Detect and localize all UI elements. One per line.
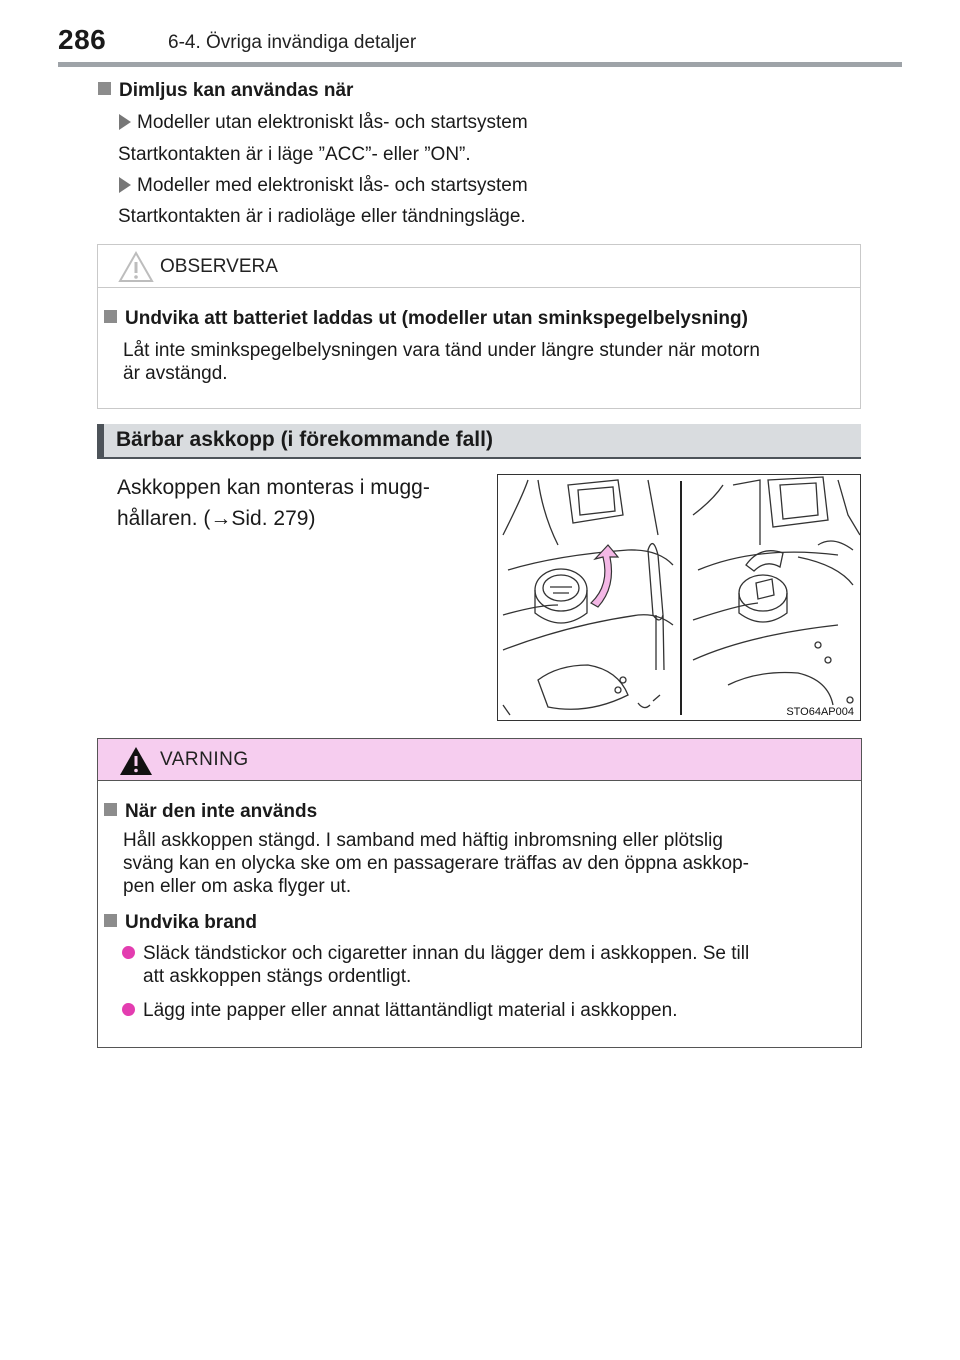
varning-bullet-1 — [143, 942, 852, 988]
varning-bullet-2: Lägg inte papper eller annat lättantändligt material i askkoppen. — [143, 1000, 678, 1021]
observera-header — [98, 245, 860, 288]
square-bullet-icon — [98, 82, 111, 95]
observera-line1: Låt inte sminkspegelbelysningen vara tänd under längre stunder när motorn — [123, 340, 760, 361]
section-heading: Bärbar askkopp (i förekommande fall) — [116, 428, 493, 451]
varning-b1-line1: Släck tändstickor och cigaretter innan du lägger dem i askkoppen. Se till — [143, 943, 750, 964]
bullet-dot-icon — [122, 946, 141, 964]
fog-item1-label: Modeller utan elektroniskt lås- och startsystem — [119, 111, 528, 135]
square-bullet-icon — [104, 914, 117, 927]
caution-triangle-icon — [118, 251, 154, 283]
observera-title: OBSERVERA — [160, 256, 278, 277]
varning-heading-1: När den inte används — [104, 800, 317, 823]
fog-item2-label: Modeller med elektroniskt lås- och startsystem — [119, 174, 528, 198]
intro-line2: hållaren. (→Sid. 279) — [117, 507, 316, 530]
bullet-dot-icon — [122, 1003, 141, 1021]
varning-title: VARNING — [160, 749, 249, 770]
varning-p1-line3: pen eller om aska flyger ut. — [123, 876, 352, 897]
lift-arrow-icon — [591, 545, 618, 607]
varning-p1-line2: sväng kan en olycka ske om en passagerare träffas av den öppna askkop- — [123, 853, 749, 874]
fog-item2-text: Startkontakten är i radioläge eller tändningsläge. — [118, 206, 526, 227]
triangle-bullet-icon — [119, 177, 131, 193]
figure-code: STO64AP004 — [786, 706, 854, 718]
observera-heading: Undvika att batteriet laddas ut (modeller utan sminkspegelbelysning) — [104, 307, 748, 330]
page-number: 286 — [58, 24, 107, 55]
ashtray-illustration — [497, 474, 861, 721]
varning-p1-line1: Håll askkoppen stängd. I samband med häftig inbromsning eller plötslig — [123, 830, 723, 851]
warning-triangle-icon — [118, 745, 154, 777]
intro-line1: Askkoppen kan monteras i mugg- — [117, 476, 430, 499]
observera-line2: är avstängd. — [123, 363, 228, 384]
observera-box — [97, 244, 861, 409]
section-intro — [117, 472, 477, 534]
square-bullet-icon — [104, 803, 117, 816]
ashtray-drawing — [498, 475, 861, 721]
triangle-bullet-icon — [119, 114, 131, 130]
fog-heading: Dimljus kan användas när — [98, 79, 353, 103]
header-rule — [58, 62, 902, 67]
section-title: 6-4. Övriga invändiga detaljer — [168, 32, 417, 53]
square-bullet-icon — [104, 310, 117, 323]
fog-item1-text: Startkontakten är i läge ”ACC”- eller ”ON”. — [118, 144, 471, 165]
varning-heading-2: Undvika brand — [104, 911, 257, 934]
varning-header — [98, 739, 861, 781]
varning-paragraph-1 — [123, 829, 852, 898]
varning-box — [97, 738, 862, 1048]
varning-b1-line2: att askkoppen stängs ordentligt. — [143, 966, 412, 987]
section-heading-bar — [97, 424, 861, 459]
